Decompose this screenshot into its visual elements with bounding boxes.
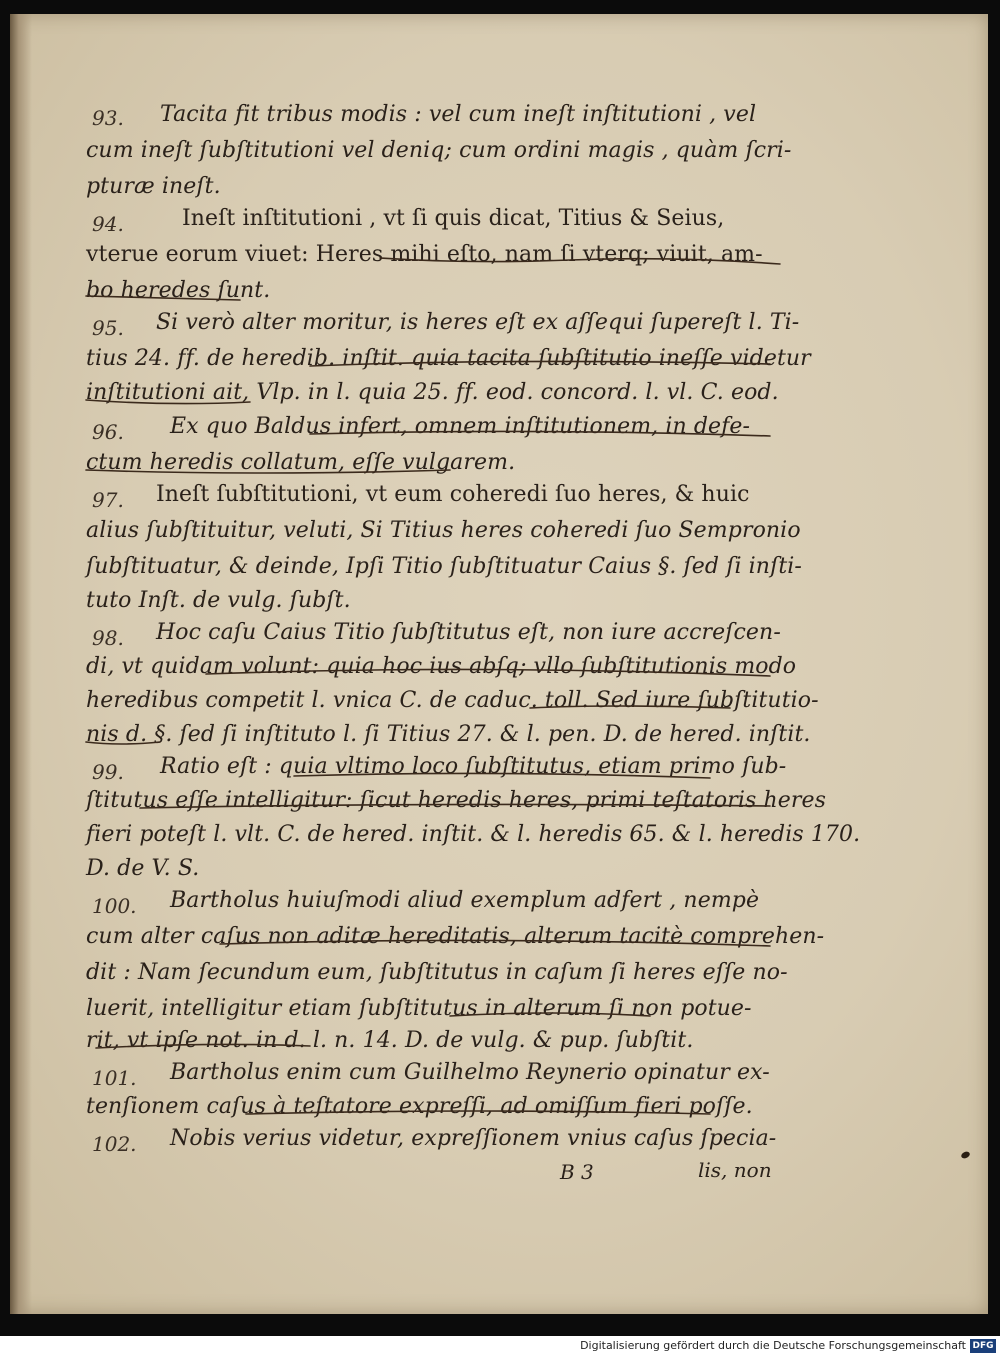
signature-mark: B 3 (560, 1160, 594, 1184)
paragraph-number: 99. (92, 760, 124, 784)
text-line: pturæ ineſt. (86, 174, 221, 199)
text-line: vterue eorum viuet: Heres mihi eſto, nam ſi vterq; viuit, am- (86, 242, 763, 267)
text-line: Hoc caſu Caius Titio ſubſtitutus eſt, non iure accreſcen- (156, 620, 781, 645)
paragraph-number: 100. (92, 894, 137, 918)
paragraph-number: 102. (92, 1132, 137, 1156)
text-line: Ex quo Baldus infert, omnem inſtitutionem, in defe- (170, 414, 751, 439)
text-line: dit : Nam ſecundum eum, ſubſtitutus in caſum ſi heres eſſe no- (86, 960, 788, 985)
text-line: fieri poteſt l. vlt. C. de hered. inſtit. & l. heredis 65. & l. heredis 170. (86, 822, 861, 847)
text-line: ctum heredis collatum, eſſe vulgarem. (86, 450, 516, 475)
paragraph-number: 101. (92, 1066, 137, 1090)
text-line: alius ſubſtituitur, veluti, Si Titius heres coheredi ſuo Sempronio (86, 518, 801, 543)
ink-blot (960, 1150, 971, 1159)
text-line: Si verò alter moritur, is heres eſt ex aſſequi ſupereſt l. Ti- (156, 310, 800, 335)
text-line: luerit, intelligitur etiam ſubſtitutus in alterum ſi non potue- (86, 996, 752, 1021)
text-line: ſtitutus eſſe intelligitur: ſicut heredis heres, primi teſtatoris heres (86, 788, 827, 813)
paragraph-number: 94. (92, 212, 124, 236)
text-line: ſubſtituatur, & deinde, Ipſi Titio ſubſtituatur Caius §. ſed ſi inſti- (86, 554, 802, 579)
text-line: rit, vt ipſe not. in d. l. n. 14. D. de vulg. & pup. ſubſtit. (86, 1028, 694, 1053)
catchword: lis, non (698, 1158, 772, 1182)
paragraph-number: 95. (92, 316, 124, 340)
text-line: nis d. §. ſed ſi inſtituto l. ſi Titius 27. & l. pen. D. de hered. inſtit. (86, 722, 811, 747)
text-line: Ineſt ſubſtitutioni, vt eum coheredi ſuo heres, & huic (156, 482, 750, 507)
text-line: Bartholus enim cum Guilhelmo Reynerio opinatur ex- (170, 1060, 770, 1085)
paragraph-number: 93. (92, 106, 124, 130)
text-line: inſtitutioni ait, Vlp. in l. quia 25. ff. eod. concord. l. vl. C. eod. (86, 380, 779, 405)
paragraph-number: 96. (92, 420, 124, 444)
text-line: tuto Inſt. de vulg. ſubſt. (86, 588, 351, 613)
text-line: cum ineſt ſubſtitutioni vel deniq; cum ordini magis , quàm ſcri- (86, 138, 792, 163)
book-page (10, 14, 988, 1314)
text-line: Bartholus huiuſmodi aliud exemplum adfert , nempè (170, 888, 760, 913)
text-line: tius 24. ff. de heredib. inſtit. quia tacita ſubſtitutio ineſſe videtur (86, 346, 811, 371)
paragraph-number: 97. (92, 488, 124, 512)
paragraph-number: 98. (92, 626, 124, 650)
text-line: Ratio eſt : quia vltimo loco ſubſtitutus, etiam primo ſub- (160, 754, 787, 779)
footer-bar (0, 1336, 1000, 1357)
text-line: bo heredes ſunt. (86, 278, 271, 303)
text-line: heredibus competit l. vnica C. de caduc. toll. Sed iure ſubſtitutio- (86, 688, 819, 713)
text-line: Tacita fit tribus modis : vel cum ineſt inſtitutioni , vel (160, 102, 757, 127)
text-line: D. de V. S. (86, 856, 200, 881)
dfg-logo: DFG (970, 1339, 996, 1353)
text-line: Nobis verius videtur, expreſſionem vnius caſus ſpecia- (170, 1126, 777, 1151)
text-line: cum alter caſus non aditæ hereditatis, alterum tacitè comprehen- (86, 924, 825, 949)
page-gutter (10, 14, 32, 1314)
text-line: tenſionem caſus à teſtatore expreſſi, ad omiſſum fieri poſſe. (86, 1094, 753, 1119)
funding-credit: Digitalisierung gefördert durch die Deutsche Forschungsgemeinschaft (580, 1339, 966, 1352)
text-line: di, vt quidam volunt: quia hoc ius abſq; vllo ſubſtitutionis modo (86, 654, 797, 679)
text-line: Ineſt inſtitutioni , vt ſi quis dicat, Titius & Seius, (182, 206, 725, 231)
